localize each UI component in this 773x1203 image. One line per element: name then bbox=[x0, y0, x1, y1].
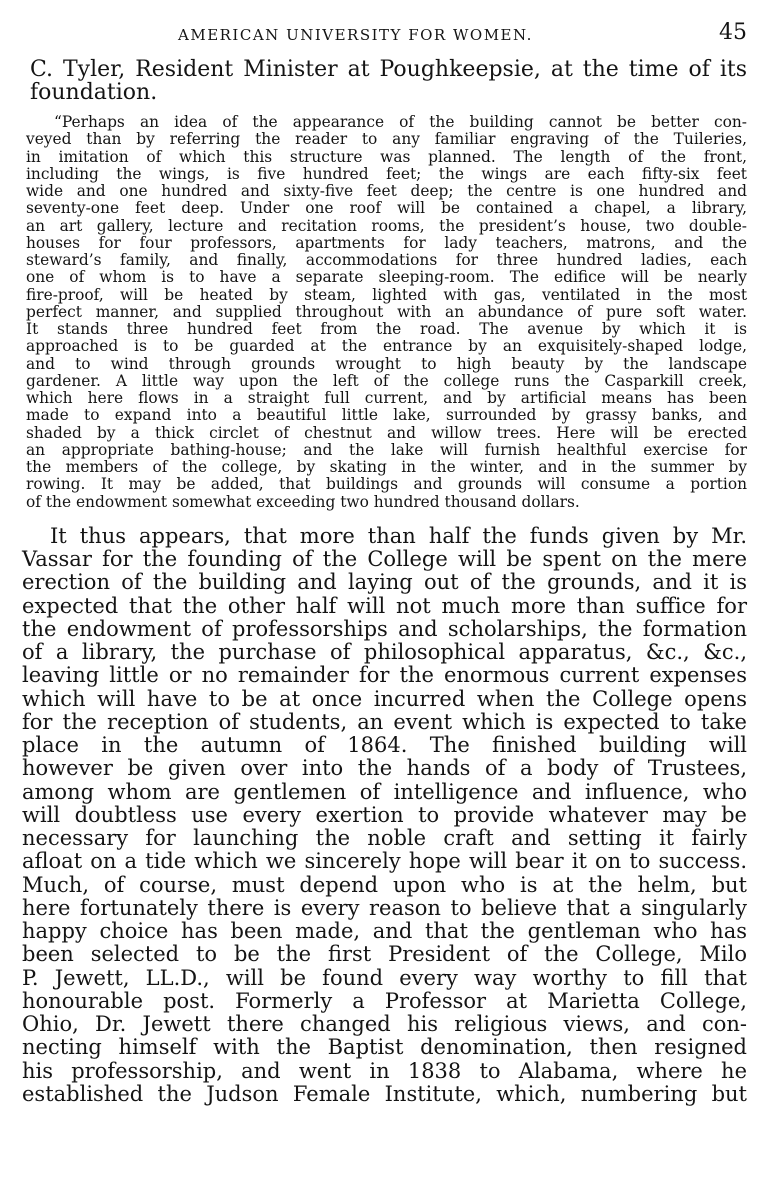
body-line: the endowment of professorships and scholarships, the formation bbox=[22, 616, 747, 641]
body-line: P. Jewett, LL.D., will be found every way worthy to fill that bbox=[22, 965, 747, 990]
body-paragraph bbox=[22, 525, 747, 1106]
body-line: erection of the building and laying out of the grounds, and it is bbox=[22, 570, 747, 595]
body-line: happy choice has been made, and that the gentleman who has bbox=[22, 919, 747, 943]
body-line: honourable post. Formerly a Professor at Marietta College, bbox=[22, 988, 747, 1013]
running-title: AMERICAN UNIVERSITY FOR WOMEN. bbox=[178, 26, 533, 44]
quote-line: perfect manner, and supplied throughout with an abundance of pure soft water. bbox=[26, 302, 747, 321]
quote-line: veyed than by referring the reader to any familiar engraving of the Tuileries, bbox=[26, 130, 747, 149]
quote-line: steward’s family, and finally, accommodations for three hundred ladies, each bbox=[26, 251, 747, 269]
body-line: Ohio, Dr. Jewett there changed his religious views, and con- bbox=[22, 1012, 747, 1036]
quote-line: It stands three hundred feet from the road. The avenue by which it is bbox=[26, 320, 747, 338]
body-line: established the Judson Female Institute, which, numbering but bbox=[22, 1081, 747, 1106]
running-head bbox=[22, 14, 747, 48]
quote-line: “Perhaps an idea of the appearance of the building cannot be better con- bbox=[54, 113, 747, 131]
quote-line: the members of the college, by skating in the winter, and in the summer by bbox=[26, 458, 747, 476]
body-line: It thus appears, that more than half the funds given by Mr. bbox=[50, 523, 747, 548]
body-line: of a library, the purchase of philosophical apparatus, &c., &c., bbox=[22, 640, 747, 664]
body-line: Vassar for the founding of the College will be spent on the mere bbox=[22, 547, 747, 571]
page-number: 45 bbox=[719, 20, 747, 45]
body-line: however be given over into the hands of a body of Trustees, bbox=[22, 756, 747, 781]
quote-line: an art gallery, lecture and recitation rooms, the president’s house, two double- bbox=[26, 216, 747, 235]
body-line: necting himself with the Baptist denomination, then resigned bbox=[22, 1035, 747, 1060]
body-line: leaving little or no remainder for the enormous current expenses bbox=[22, 663, 747, 688]
body-line: for the reception of students, an event which is expected to take bbox=[22, 709, 747, 734]
quote-line: fire-proof, will be heated by steam, lighted with gas, ventilated in the most bbox=[26, 285, 747, 304]
quoted-passage bbox=[22, 114, 747, 511]
quote-line: approached is to be guarded at the entrance by an exquisitely-shaped lodge, bbox=[26, 337, 747, 356]
body-line: which will have to be at once incurred when the College opens bbox=[22, 686, 747, 711]
body-line: been selected to be the first President of the College, Milo bbox=[22, 942, 747, 967]
quote-line: in imitation of which this structure was planned. The length of the front, bbox=[26, 147, 747, 166]
quote-line: one of whom is to have a separate sleeping-room. The edifice will be nearly bbox=[26, 268, 747, 287]
quote-line: shaded by a thick circlet of chestnut and willow trees. Here will be erected bbox=[26, 423, 747, 442]
body-line: place in the autumn of 1864. The finished building will bbox=[22, 733, 747, 757]
quote-line: an appropriate bathing-house; and the lake will furnish healthful exercise for bbox=[26, 440, 747, 459]
quote-line: including the wings, is five hundred feet; the wings are each fifty-six feet bbox=[26, 164, 747, 183]
body-line: will doubtless use every exertion to provide whatever may be bbox=[22, 802, 747, 827]
body-line: his professorship, and went in 1838 to Alabama, where he bbox=[22, 1058, 747, 1083]
quote-line: and to wind through grounds wrought to high beauty by the landscape bbox=[26, 354, 747, 373]
body-line: expected that the other half will not much more than suffice for bbox=[22, 593, 747, 618]
body-line: among whom are gentlemen of intelligence and influence, who bbox=[22, 779, 747, 804]
quote-line: houses for four professors, apartments for lady teachers, matrons, and the bbox=[26, 233, 747, 252]
quote-line: seventy-one feet deep. Under one roof will be contained a chapel, a library, bbox=[26, 199, 747, 218]
lead-line: foundation. bbox=[30, 80, 158, 105]
body-line: Much, of course, must depend upon who is at the helm, but bbox=[22, 872, 747, 897]
lead-paragraph bbox=[22, 58, 747, 104]
quote-line: rowing. It may be added, that buildings and grounds will consume a portion bbox=[26, 475, 747, 494]
quote-line: which here flows in a straight full current, and by artificial means has been bbox=[26, 389, 747, 407]
body-line: here fortunately there is every reason to believe that a singularly bbox=[22, 895, 747, 920]
body-line: afloat on a tide which we sincerely hope will bear it on to success. bbox=[22, 849, 747, 874]
body-line: necessary for launching the noble craft and setting it fairly bbox=[22, 826, 747, 850]
lead-line: C. Tyler, Resident Minister at Poughkeepsie, at the time of its bbox=[30, 57, 747, 82]
quote-line: wide and one hundred and sixty-five feet deep; the centre is one hundred and bbox=[26, 182, 747, 200]
quote-line: made to expand into a beautiful little lake, surrounded by grassy banks, and bbox=[26, 406, 747, 425]
quote-line: of the endowment somewhat exceeding two hundred thousand dollars. bbox=[26, 492, 580, 511]
quote-line: gardener. A little way upon the left of the college runs the Casparkill creek, bbox=[26, 371, 747, 390]
